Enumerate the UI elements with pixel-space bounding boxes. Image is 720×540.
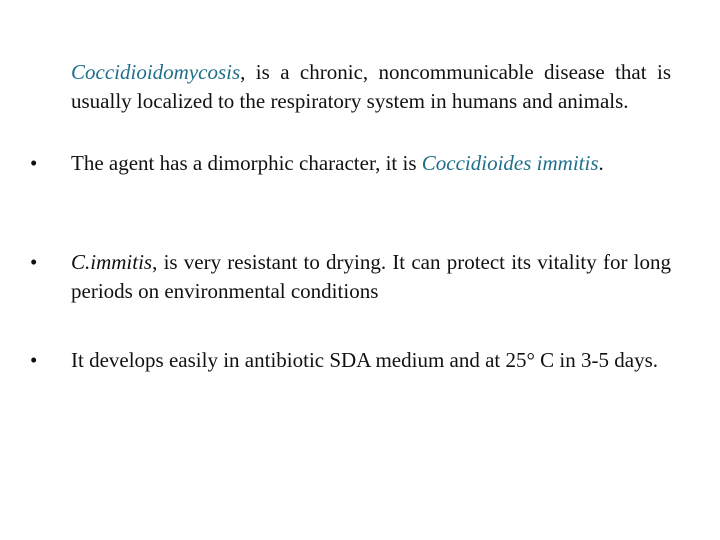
paragraph-text: It develops easily in antibiotic SDA medium and at 25° C in 3-5 days. — [71, 348, 658, 372]
paragraph-coccidioidomycosis — [71, 58, 671, 116]
paragraph-text: The agent has a dimorphic character, it is — [71, 151, 422, 175]
bullet-marker: • — [30, 151, 38, 175]
bullet-marker: • — [30, 348, 38, 372]
paragraph-resistance — [71, 248, 671, 306]
paragraph-agent — [71, 149, 671, 178]
term-coccidioidomycosis: Coccidioidomycosis — [71, 60, 241, 84]
paragraph-tail: . — [598, 151, 604, 175]
paragraph-text: , is very resistant to drying. It can protect its vitality for long periods on environmental conditions — [71, 250, 671, 303]
bullet-marker: • — [30, 250, 38, 274]
term-coccidioides-immitis: Coccidioides immitis — [421, 151, 599, 175]
term-c-immitis: C.immitis — [71, 250, 153, 274]
paragraph-text: , is a chronic, noncommunicable disease that is usually localized to the respiratory system in humans and animals. — [71, 60, 671, 113]
paragraph-culture — [71, 346, 671, 375]
